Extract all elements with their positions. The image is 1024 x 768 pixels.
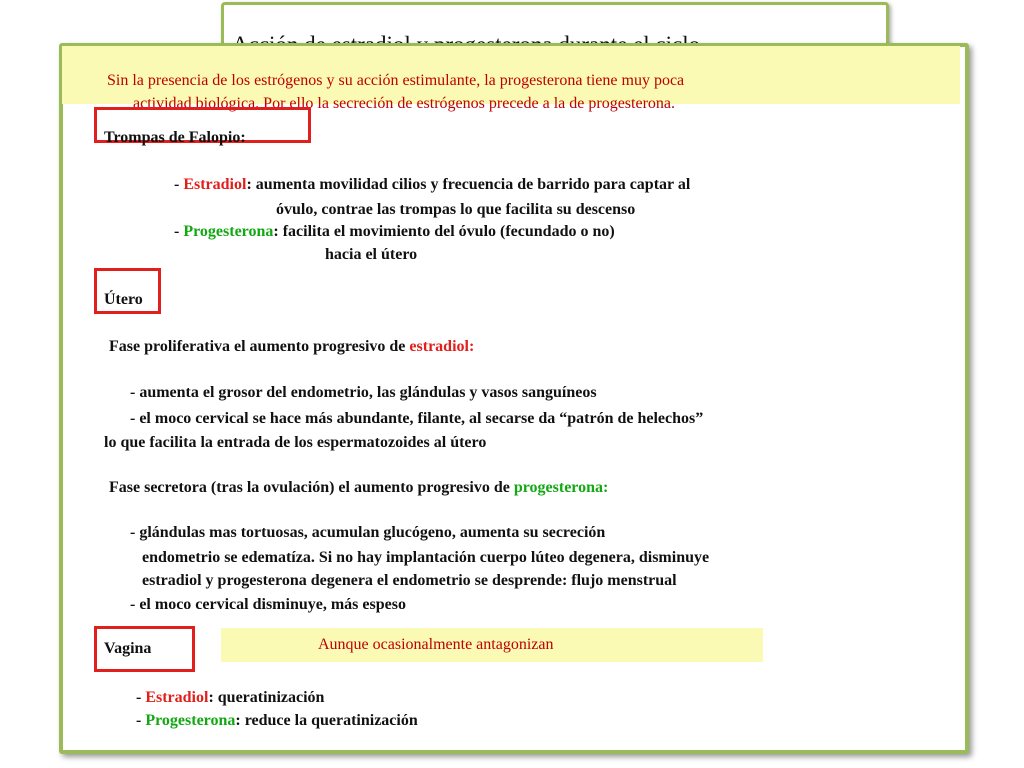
- progesterona-label: Progesterona: [145, 712, 236, 729]
- prolif-item: lo que facilita la entrada de los espermatozoides al útero: [104, 434, 487, 451]
- trompas-progesterona-text: : facilita el movimiento del óvulo (fecundado o no): [273, 223, 615, 240]
- trompas-progesterona-line: - Progesterona: facilita el movimiento del óvulo (fecundado o no): [174, 223, 615, 240]
- prolif-item: - aumenta el grosor del endometrio, las glándulas y vasos sanguíneos: [130, 384, 597, 401]
- trompas-heading: Trompas de Falopio:: [104, 129, 246, 146]
- progesterona-label: Progesterona: [183, 223, 274, 240]
- vagina-estradiol-line: - Estradiol: queratinización: [136, 689, 325, 706]
- estradiol-label: Estradiol: [145, 689, 209, 706]
- secr-item: - el moco cervical disminuye, más espeso: [130, 596, 406, 613]
- intro-note-line2: actividad biológica. Por ello la secreción de estrógenos precede a la de progesterona.: [133, 95, 675, 112]
- utero-heading: Útero: [104, 291, 143, 308]
- secr-text: Fase secretora (tras la ovulación) el aumento progresivo de: [109, 479, 514, 496]
- prolif-heading: [109, 338, 474, 356]
- prolif-item: - el moco cervical se hace más abundante, filante, al secarse da “patrón de helechos”: [130, 410, 704, 427]
- secr-item: endometrio se edematíza. Si no hay implantación cuerpo lúteo degenera, disminuye: [142, 549, 710, 566]
- prolif-hormone: estradiol:: [409, 338, 475, 355]
- callout-text: Aunque ocasionalmente antagonizan: [318, 636, 554, 653]
- vagina-progesterona-line: - Progesterona: reduce la queratinización: [136, 712, 418, 729]
- secr-item: estradiol y progesterona degenera el endometrio se desprende: flujo menstrual: [142, 572, 677, 589]
- trompas-estradiol-line: - Estradiol: aumenta movilidad cilios y frecuencia de barrido para captar al: [174, 176, 691, 193]
- intro-note-line1: Sin la presencia de los estrógenos y su acción estimulante, la progesterona tiene muy poca: [107, 72, 685, 89]
- prolif-text: Fase proliferativa el aumento progresivo de: [109, 338, 410, 355]
- vagina-progesterona-text: : reduce la queratinización: [235, 712, 418, 729]
- secr-item: - glándulas mas tortuosas, acumulan glucógeno, aumenta su secreción: [130, 524, 606, 541]
- trompas-estradiol-line2: óvulo, contrae las trompas lo que facilita su descenso: [276, 201, 636, 218]
- trompas-estradiol-text: : aumenta movilidad cilios y frecuencia de barrido para captar al: [246, 176, 691, 193]
- vagina-heading: Vagina: [104, 640, 152, 657]
- vagina-estradiol-text: : queratinización: [208, 689, 325, 706]
- secr-hormone: progesterona:: [513, 479, 609, 496]
- secr-heading: [109, 479, 608, 497]
- estradiol-label: Estradiol: [183, 176, 247, 193]
- trompas-progesterona-line2: hacia el útero: [325, 246, 418, 263]
